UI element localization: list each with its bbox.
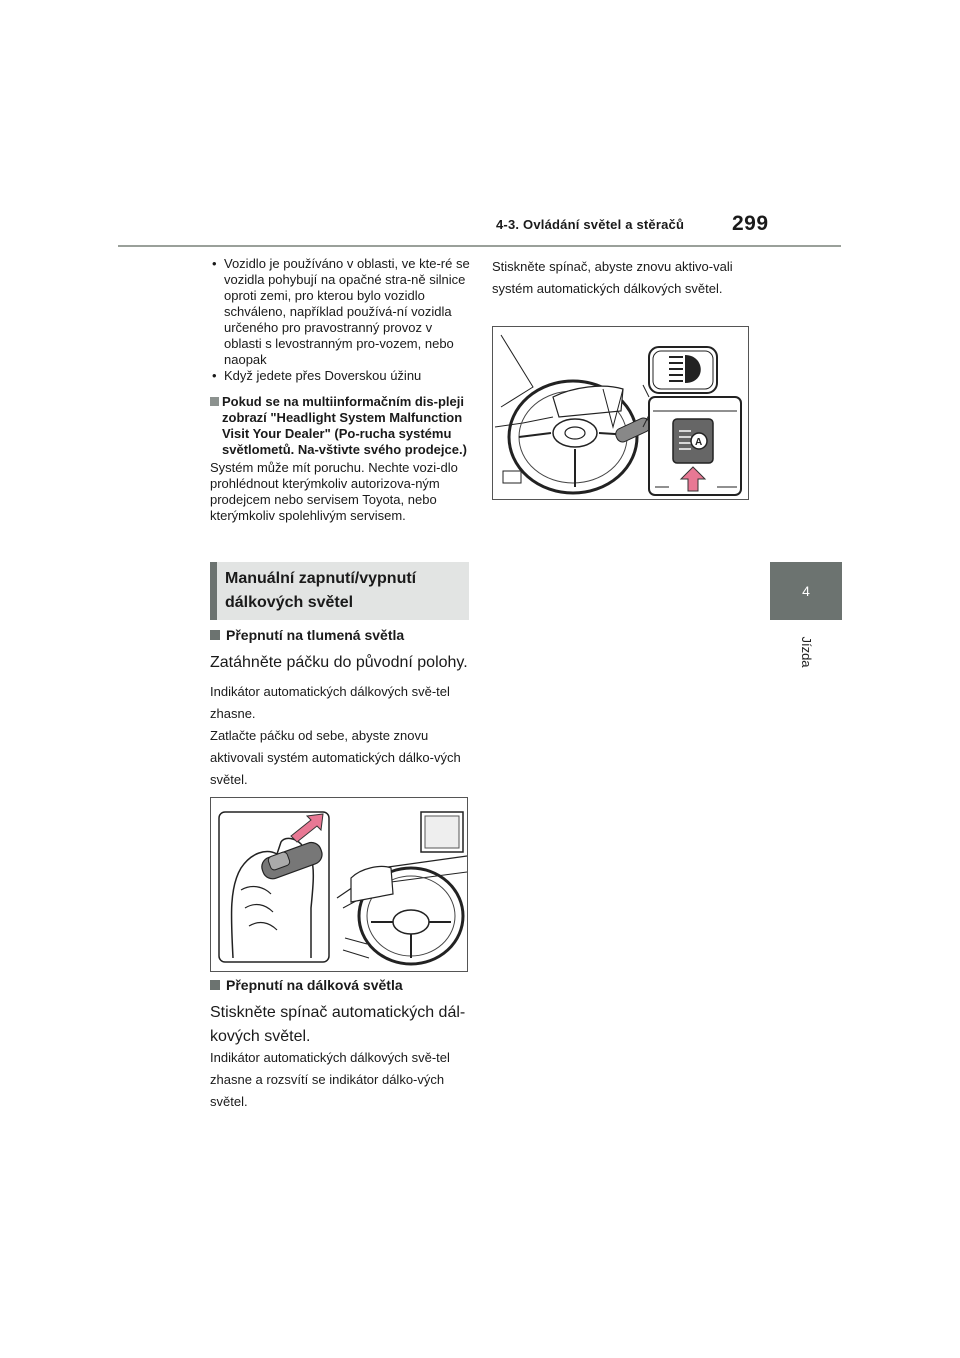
bullet-item: • Když jedete přes Doverskou úžinu [210, 368, 470, 384]
note-heading: Pokud se na multiinformačním dis-pleji zobrazí "Headlight System Malfunction Visit Your Dealer" (Po-rucha systému světlometů. Na-vštivte svého prodejce.) [210, 394, 470, 458]
hand-lever-figure [210, 797, 468, 972]
note-low-beam-1: Indikátor automatických dálkových svě-tel zhasne. [210, 684, 450, 721]
subheading-low-beam: Přepnutí na tlumená světla [210, 627, 404, 643]
hand-pulling-lever-icon [211, 798, 467, 971]
note-high-beam: Indikátor automatických dálkových svě-tel zhasne a rozsvítí se indikátor dálko-vých světel. [210, 1050, 450, 1109]
chapter-tab: 4 [770, 562, 842, 620]
reactivate-paragraph: Stiskněte spínač, abyste znovu aktivo-vali systém automatických dálkových světel. [492, 259, 733, 296]
square-bullet-icon [210, 397, 219, 406]
square-bullet-icon [210, 630, 220, 640]
instruction-low-beam: Zatáhněte páčku do původní polohy. [210, 654, 468, 671]
section-heading-line1: Manuální zapnutí/vypnutí [225, 570, 417, 587]
section-heading-box [210, 562, 469, 620]
left-column [210, 256, 470, 524]
section-heading-line2: dálkových světel [225, 594, 354, 611]
header-divider [118, 245, 841, 247]
subheading-high-beam: Přepnutí na dálková světla [210, 977, 403, 993]
square-bullet-icon [210, 980, 220, 990]
right-column [492, 256, 752, 300]
bullet-list [210, 256, 470, 384]
svg-text:A: A [695, 437, 703, 448]
bullet-item: • Vozidlo je používáno v oblasti, ve kte-ré se vozidla pohybují na opačné stra-ně silnice oproti zemi, pro kterou bylo vozidlo schváleno, například používá-ní vozidla určeného pro pravostranný provoz v oblasti s levostranným pro-vozem, nebo naopak [210, 256, 470, 368]
chapter-label: Jízda [799, 636, 814, 668]
note-body: Systém může mít poruchu. Nechte vozi-dlo prohlédnout kterýmkoliv autorizova-ným prodejcem nebo servisem Toyota, nebo kterýmkoliv spolehlivým servisem. [210, 460, 458, 523]
auto-high-beam-figure [492, 326, 749, 500]
steering-wheel-switch-icon [493, 327, 748, 499]
page-number: 299 [732, 212, 769, 235]
instruction-high-beam: Stiskněte spínač automatických dál-kových světel. [210, 1004, 466, 1045]
section-title: 4-3. Ovládání světel a stěračů [496, 217, 685, 232]
note-low-beam-2: Zatlačte páčku od sebe, abyste znovu aktivovali systém automatických dálko-vých světel. [210, 728, 461, 787]
